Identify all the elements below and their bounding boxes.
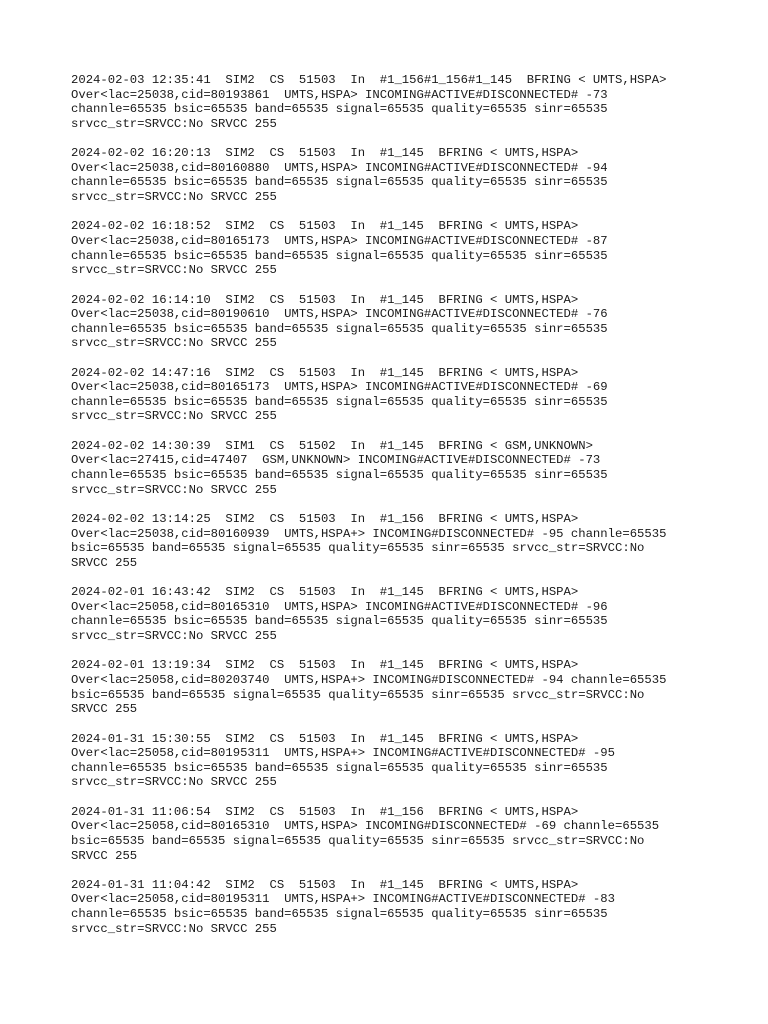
call-log-document bbox=[71, 73, 751, 951]
entry-line: Over<lac=25058,cid=80203740 UMTS,HSPA+> INCOMING#DISCONNECTED# -94 channle=65535 bbox=[71, 672, 667, 687]
entry-line: channle=65535 bsic=65535 band=65535 signal=65535 quality=65535 sinr=65535 bbox=[71, 102, 608, 117]
entry-line: 2024-02-01 13:19:34 SIM2 CS 51503 In #1_145 BFRING < UMTS,HSPA> bbox=[71, 658, 579, 673]
entry-line: srvcc_str=SRVCC:No SRVCC 255 bbox=[71, 263, 277, 278]
entry-line: SRVCC 255 bbox=[71, 848, 138, 863]
entry-line: 2024-02-02 14:47:16 SIM2 CS 51503 In #1_145 BFRING < UMTS,HSPA> bbox=[71, 365, 579, 380]
call-log-entry bbox=[71, 439, 751, 497]
entry-line: srvcc_str=SRVCC:No SRVCC 255 bbox=[71, 336, 277, 351]
call-log-entry bbox=[71, 73, 751, 131]
entry-line: channle=65535 bsic=65535 band=65535 signal=65535 quality=65535 sinr=65535 bbox=[71, 760, 608, 775]
entry-line: srvcc_str=SRVCC:No SRVCC 255 bbox=[71, 116, 277, 131]
entry-line: 2024-01-31 11:06:54 SIM2 CS 51503 In #1_156 BFRING < UMTS,HSPA> bbox=[71, 804, 579, 819]
call-log-entry bbox=[71, 219, 751, 277]
entry-line: Over<lac=25038,cid=80160880 UMTS,HSPA> INCOMING#ACTIVE#DISCONNECTED# -94 bbox=[71, 160, 608, 175]
entry-line: channle=65535 bsic=65535 band=65535 signal=65535 quality=65535 sinr=65535 bbox=[71, 175, 608, 190]
entry-line: bsic=65535 band=65535 signal=65535 quality=65535 sinr=65535 srvcc_str=SRVCC:No bbox=[71, 687, 645, 702]
entry-line: 2024-01-31 15:30:55 SIM2 CS 51503 In #1_145 BFRING < UMTS,HSPA> bbox=[71, 731, 579, 746]
entry-line: Over<lac=25058,cid=80195311 UMTS,HSPA+> INCOMING#ACTIVE#DISCONNECTED# -95 bbox=[71, 746, 615, 761]
entry-line: srvcc_str=SRVCC:No SRVCC 255 bbox=[71, 409, 277, 424]
call-log-entry bbox=[71, 293, 751, 351]
entry-line: Over<lac=25038,cid=80165173 UMTS,HSPA> INCOMING#ACTIVE#DISCONNECTED# -69 bbox=[71, 380, 608, 395]
entry-line: Over<lac=25038,cid=80190610 UMTS,HSPA> INCOMING#ACTIVE#DISCONNECTED# -76 bbox=[71, 307, 608, 322]
call-log-entry bbox=[71, 658, 751, 716]
entry-line: srvcc_str=SRVCC:No SRVCC 255 bbox=[71, 775, 277, 790]
entry-line: bsic=65535 band=65535 signal=65535 quality=65535 sinr=65535 srvcc_str=SRVCC:No bbox=[71, 541, 645, 556]
entry-line: 2024-02-02 16:20:13 SIM2 CS 51503 In #1_145 BFRING < UMTS,HSPA> bbox=[71, 146, 579, 161]
entry-line: channle=65535 bsic=65535 band=65535 signal=65535 quality=65535 sinr=65535 bbox=[71, 321, 608, 336]
entry-line: 2024-02-02 14:30:39 SIM1 CS 51502 In #1_145 BFRING < GSM,UNKNOWN> bbox=[71, 438, 593, 453]
entry-line: Over<lac=27415,cid=47407 GSM,UNKNOWN> INCOMING#ACTIVE#DISCONNECTED# -73 bbox=[71, 453, 601, 468]
entry-line: SRVCC 255 bbox=[71, 555, 138, 570]
entry-line: 2024-02-01 16:43:42 SIM2 CS 51503 In #1_145 BFRING < UMTS,HSPA> bbox=[71, 585, 579, 600]
call-log-entry bbox=[71, 146, 751, 204]
entry-line: srvcc_str=SRVCC:No SRVCC 255 bbox=[71, 482, 277, 497]
entry-line: bsic=65535 band=65535 signal=65535 quality=65535 sinr=65535 srvcc_str=SRVCC:No bbox=[71, 833, 645, 848]
entry-line: channle=65535 bsic=65535 band=65535 signal=65535 quality=65535 sinr=65535 bbox=[71, 468, 608, 483]
entry-line: srvcc_str=SRVCC:No SRVCC 255 bbox=[71, 189, 277, 204]
entry-line: 2024-02-02 16:18:52 SIM2 CS 51503 In #1_145 BFRING < UMTS,HSPA> bbox=[71, 219, 579, 234]
entry-line: Over<lac=25058,cid=80165310 UMTS,HSPA> INCOMING#ACTIVE#DISCONNECTED# -96 bbox=[71, 599, 608, 614]
call-log-entry bbox=[71, 878, 751, 936]
entry-line: channle=65535 bsic=65535 band=65535 signal=65535 quality=65535 sinr=65535 bbox=[71, 248, 608, 263]
call-log-entry bbox=[71, 805, 751, 863]
entry-line: channle=65535 bsic=65535 band=65535 signal=65535 quality=65535 sinr=65535 bbox=[71, 614, 608, 629]
entry-line: 2024-02-03 12:35:41 SIM2 CS 51503 In #1_156#1_156#1_145 BFRING < UMTS,HSPA> bbox=[71, 73, 667, 87]
entry-line: SRVCC 255 bbox=[71, 702, 138, 717]
entry-line: Over<lac=25038,cid=80193861 UMTS,HSPA> INCOMING#ACTIVE#DISCONNECTED# -73 bbox=[71, 87, 608, 102]
entry-line: srvcc_str=SRVCC:No SRVCC 255 bbox=[71, 921, 277, 936]
entry-line: Over<lac=25038,cid=80165173 UMTS,HSPA> INCOMING#ACTIVE#DISCONNECTED# -87 bbox=[71, 233, 608, 248]
entry-line: Over<lac=25038,cid=80160939 UMTS,HSPA+> INCOMING#DISCONNECTED# -95 channle=65535 bbox=[71, 526, 667, 541]
entry-line: 2024-02-02 13:14:25 SIM2 CS 51503 In #1_156 BFRING < UMTS,HSPA> bbox=[71, 512, 579, 527]
call-log-entry bbox=[71, 366, 751, 424]
call-log-entry bbox=[71, 512, 751, 570]
entry-line: srvcc_str=SRVCC:No SRVCC 255 bbox=[71, 628, 277, 643]
entry-line: channle=65535 bsic=65535 band=65535 signal=65535 quality=65535 sinr=65535 bbox=[71, 907, 608, 922]
entry-line: 2024-02-02 16:14:10 SIM2 CS 51503 In #1_145 BFRING < UMTS,HSPA> bbox=[71, 292, 579, 307]
entry-line: Over<lac=25058,cid=80195311 UMTS,HSPA+> INCOMING#ACTIVE#DISCONNECTED# -83 bbox=[71, 892, 615, 907]
call-log-entry bbox=[71, 585, 751, 643]
entry-line: 2024-01-31 11:04:42 SIM2 CS 51503 In #1_145 BFRING < UMTS,HSPA> bbox=[71, 877, 579, 892]
entry-line: Over<lac=25058,cid=80165310 UMTS,HSPA> INCOMING#DISCONNECTED# -69 channle=65535 bbox=[71, 819, 660, 834]
call-log-entry bbox=[71, 732, 751, 790]
entry-line: channle=65535 bsic=65535 band=65535 signal=65535 quality=65535 sinr=65535 bbox=[71, 394, 608, 409]
